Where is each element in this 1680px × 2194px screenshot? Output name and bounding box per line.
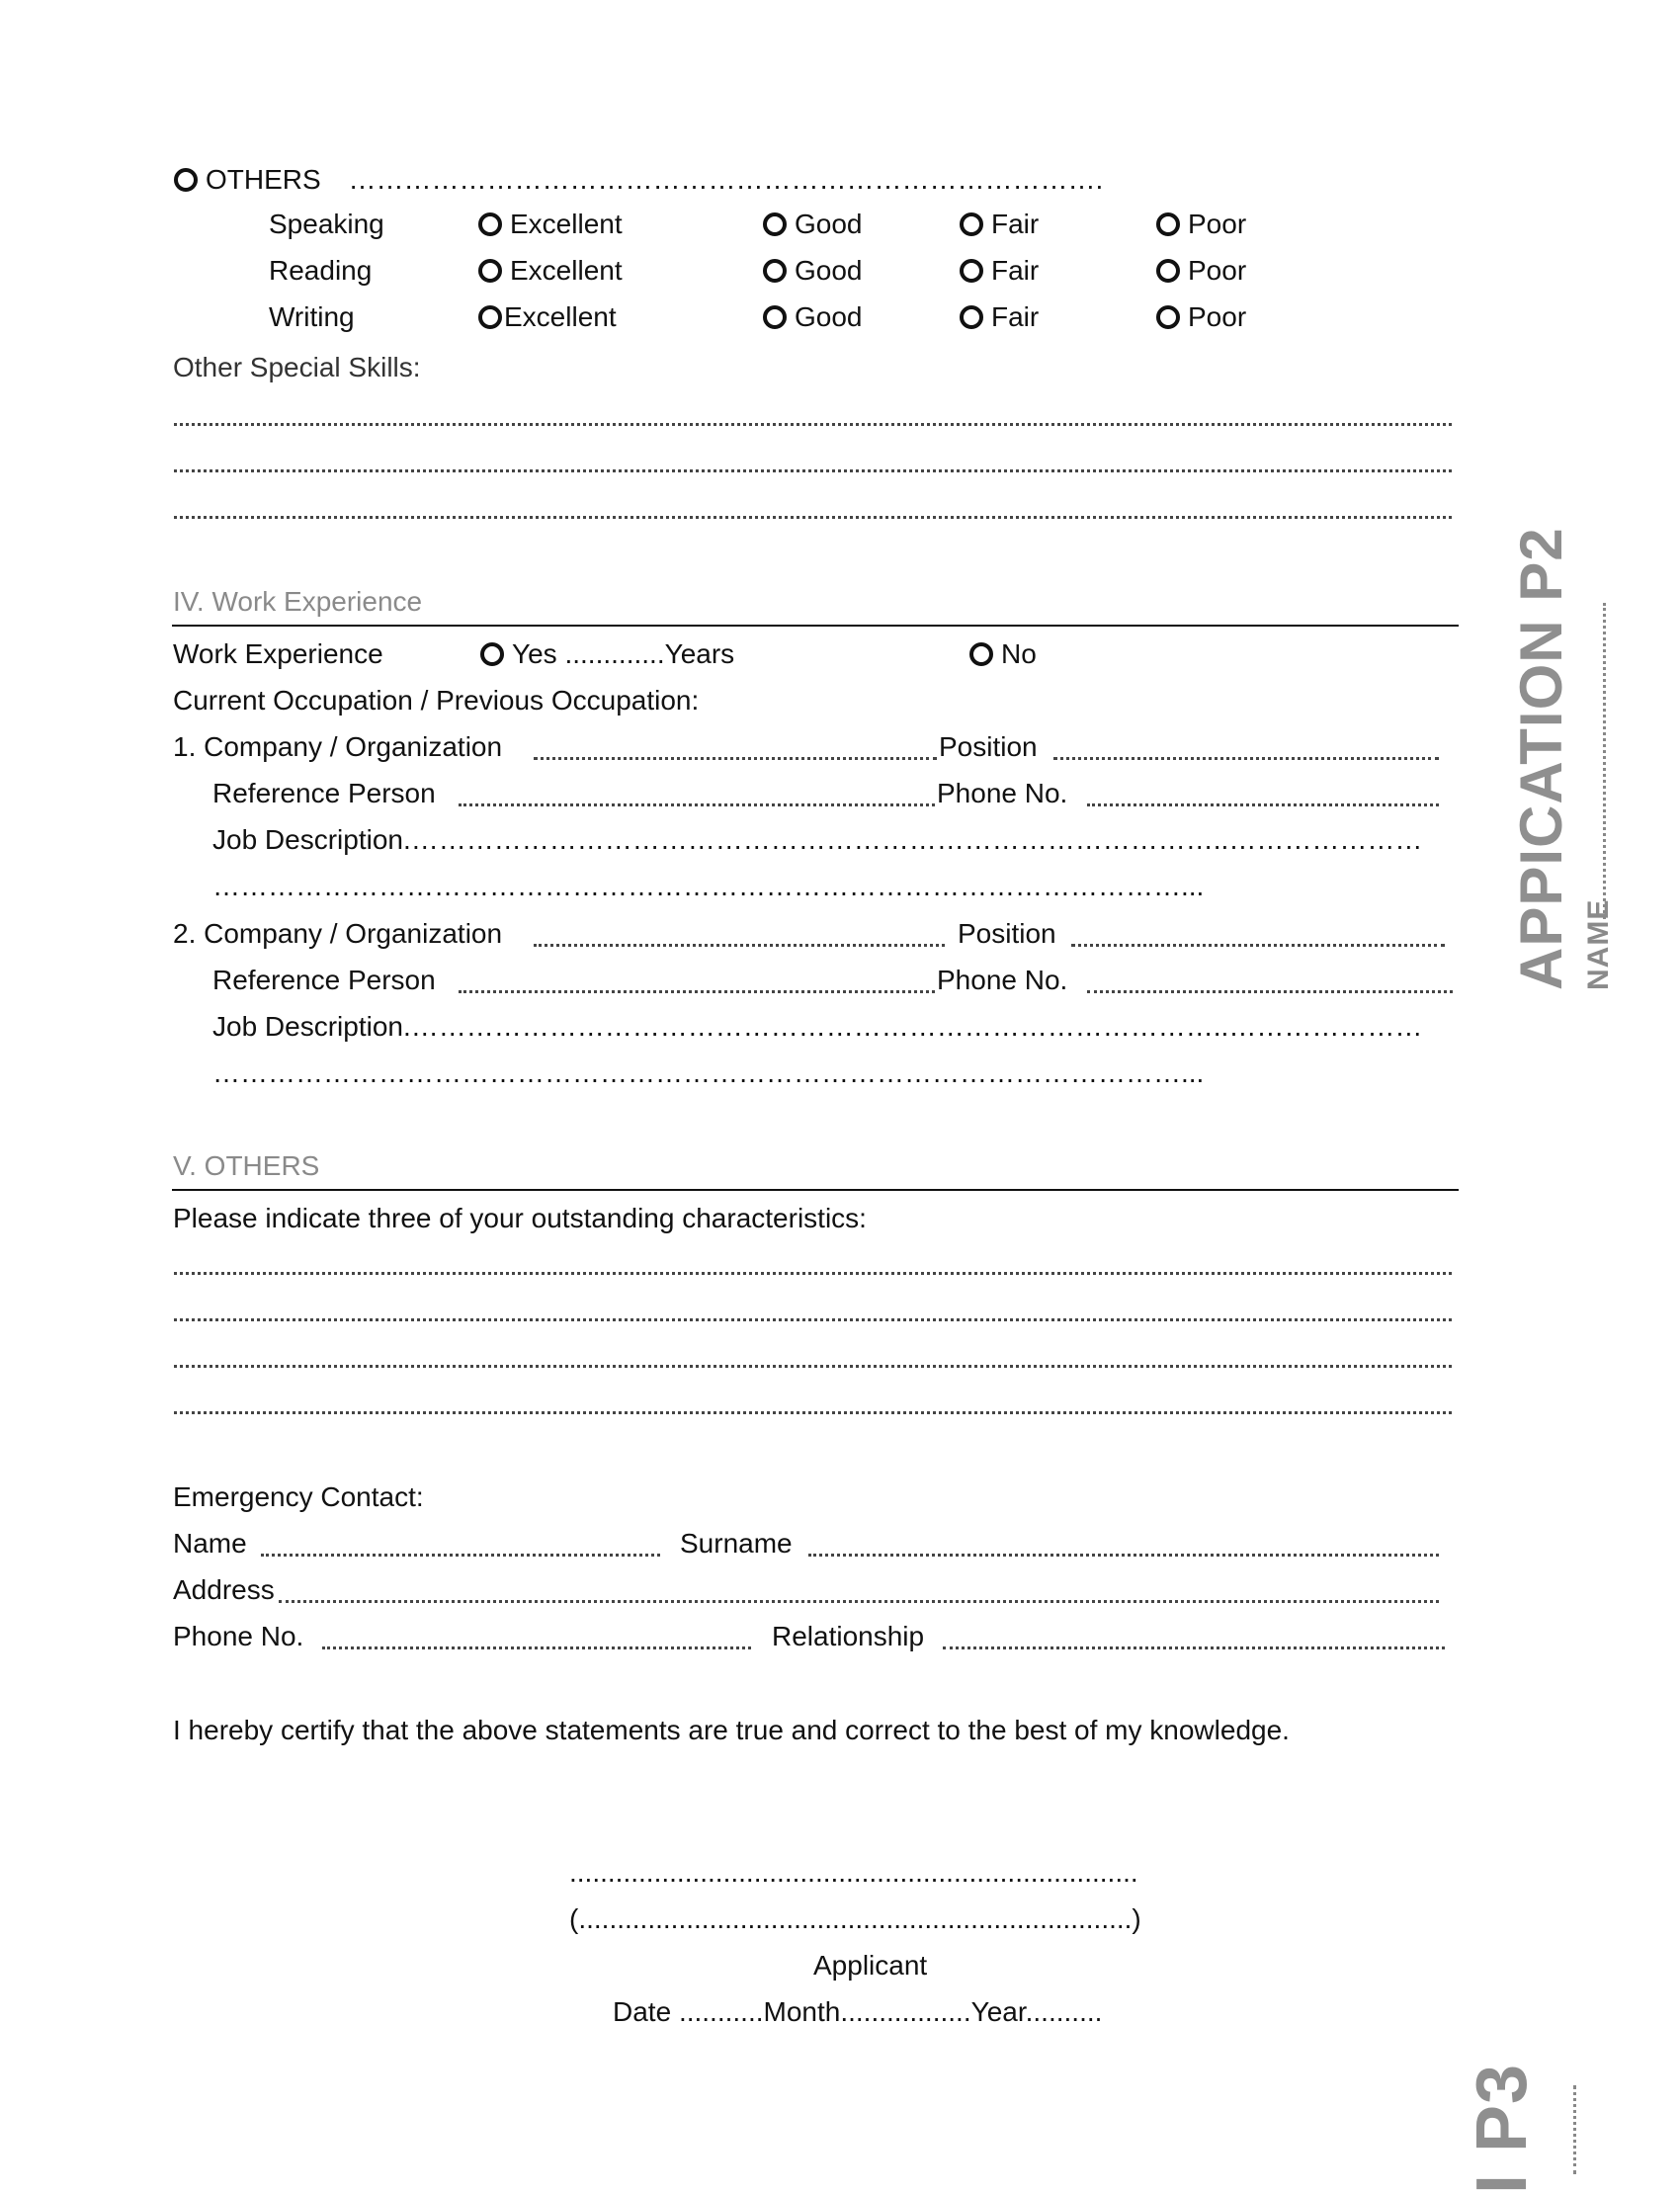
reading-fair-option[interactable]: Fair xyxy=(960,254,1039,288)
radio-others-language[interactable] xyxy=(174,168,198,192)
radio-icon[interactable] xyxy=(478,305,502,329)
job-description-2-label: Job Description.……………………………………………………………………………..………………… xyxy=(212,1011,1423,1042)
section-title-others: V. OTHERS xyxy=(173,1150,320,1181)
emergency-name-field[interactable] xyxy=(261,1554,660,1557)
reference-1-field[interactable] xyxy=(459,803,935,806)
characteristics-label: Please indicate three of your outstanding characteristics: xyxy=(173,1203,867,1233)
characteristics-line-4[interactable] xyxy=(174,1411,1452,1414)
skill-label-writing: Writing xyxy=(269,301,355,332)
company-1-field[interactable] xyxy=(534,757,937,760)
radio-icon[interactable] xyxy=(480,642,504,666)
signature-line[interactable]: .......................................................................... xyxy=(569,1857,1138,1888)
radio-icon[interactable] xyxy=(1156,305,1180,329)
section-title-work-experience: IV. Work Experience xyxy=(173,586,423,617)
section-divider xyxy=(172,625,1459,627)
speaking-excellent-option[interactable]: Excellent xyxy=(478,208,623,241)
speaking-good-option[interactable]: Good xyxy=(763,208,863,241)
emergency-contact-title: Emergency Contact: xyxy=(173,1481,424,1512)
radio-icon[interactable] xyxy=(960,259,983,283)
position-2-field[interactable] xyxy=(1071,944,1445,947)
others-language-field[interactable]: ………………………………………………………………………. xyxy=(348,164,1104,195)
side-tab-name-label: NAME xyxy=(1582,898,1615,990)
work-experience-label: Work Experience xyxy=(173,638,383,669)
section-divider xyxy=(172,1189,1459,1191)
emergency-surname-label: Surname xyxy=(680,1528,793,1559)
position-2-label: Position xyxy=(958,918,1056,949)
radio-icon[interactable] xyxy=(1156,212,1180,236)
speaking-fair-option[interactable]: Fair xyxy=(960,208,1039,241)
characteristics-line-2[interactable] xyxy=(174,1318,1452,1321)
month-field[interactable]: ................. xyxy=(840,1996,971,2027)
company-2-label: 2. Company / Organization xyxy=(173,918,503,949)
emergency-relationship-label: Relationship xyxy=(772,1621,925,1651)
job-description-2-field[interactable]: ……………………………………………………………………………..………………… xyxy=(410,1011,1423,1042)
special-skills-label: Other Special Skills: xyxy=(173,352,421,382)
reading-poor-option[interactable]: Poor xyxy=(1156,254,1246,288)
reference-1-label: Reference Person xyxy=(212,778,436,808)
emergency-address-field[interactable] xyxy=(279,1600,1439,1603)
side-tab-p3-title: I P3 xyxy=(1463,2063,1542,2194)
reference-2-label: Reference Person xyxy=(212,965,436,995)
phone-1-label: Phone No. xyxy=(937,778,1068,808)
date-field[interactable]: ........... xyxy=(678,1996,764,2027)
radio-icon[interactable] xyxy=(969,642,993,666)
skill-label-reading: Reading xyxy=(269,255,373,286)
years-field[interactable]: ............. xyxy=(564,638,665,669)
radio-icon[interactable] xyxy=(1156,259,1180,283)
year-label: Year xyxy=(970,1996,1026,2027)
radio-icon[interactable] xyxy=(478,212,502,236)
speaking-poor-option[interactable]: Poor xyxy=(1156,208,1246,241)
phone-2-label: Phone No. xyxy=(937,965,1068,995)
reading-excellent-option[interactable]: Excellent xyxy=(478,254,623,288)
radio-icon[interactable] xyxy=(763,259,787,283)
radio-icon[interactable] xyxy=(478,259,502,283)
company-2-field[interactable] xyxy=(534,944,945,947)
others-language-row xyxy=(174,163,1103,197)
special-skills-line-2[interactable] xyxy=(174,469,1452,472)
company-1-label: 1. Company / Organization xyxy=(173,731,503,762)
special-skills-line-1[interactable] xyxy=(174,423,1452,426)
signature-date-row xyxy=(613,1995,1102,2029)
characteristics-line-3[interactable] xyxy=(174,1365,1452,1368)
work-experience-no-option[interactable]: No xyxy=(969,637,1037,671)
year-field[interactable]: .......... xyxy=(1025,1996,1103,2027)
emergency-phone-field[interactable] xyxy=(322,1646,751,1649)
job-description-1-field[interactable]: ……………………………………………………………………………..………………… xyxy=(410,824,1423,855)
job-description-2-field-2[interactable]: ……………………………………………………………………………………………... xyxy=(212,1057,1205,1088)
month-label: Month xyxy=(763,1996,841,2027)
special-skills-line-3[interactable] xyxy=(174,516,1452,519)
work-experience-yes-option[interactable]: Yes .............Years xyxy=(480,637,734,671)
position-1-label: Position xyxy=(939,731,1038,762)
writing-fair-option[interactable]: Fair xyxy=(960,300,1039,334)
applicant-label: Applicant xyxy=(813,1950,928,1981)
printed-name-line[interactable]: (........................................................................) xyxy=(569,1903,1141,1934)
emergency-address-label: Address xyxy=(173,1574,275,1605)
radio-icon[interactable] xyxy=(763,212,787,236)
writing-excellent-option[interactable]: Excellent xyxy=(478,300,617,334)
reference-2-field[interactable] xyxy=(459,990,935,993)
emergency-relationship-field[interactable] xyxy=(943,1646,1445,1649)
certification-statement: I hereby certify that the above statements are true and correct to the best of my knowledge. xyxy=(173,1715,1290,1745)
emergency-surname-field[interactable] xyxy=(808,1554,1439,1557)
emergency-name-label: Name xyxy=(173,1528,247,1559)
emergency-phone-label: Phone No. xyxy=(173,1621,304,1651)
years-label: Years xyxy=(664,638,735,669)
side-tab-title: APPICATION P2 xyxy=(1508,527,1574,990)
characteristics-line-1[interactable] xyxy=(174,1272,1452,1275)
side-tab-name-field[interactable] xyxy=(1603,603,1606,919)
position-1-field[interactable] xyxy=(1053,757,1439,760)
writing-good-option[interactable]: Good xyxy=(763,300,863,334)
phone-2-field[interactable] xyxy=(1087,990,1453,993)
radio-icon[interactable] xyxy=(763,305,787,329)
skill-label-speaking: Speaking xyxy=(269,209,384,239)
job-description-1-label: Job Description.……………………………………………………………………………..………………… xyxy=(212,824,1423,855)
occupation-label: Current Occupation / Previous Occupation: xyxy=(173,685,700,716)
reading-good-option[interactable]: Good xyxy=(763,254,863,288)
date-label: Date xyxy=(613,1996,672,2027)
writing-poor-option[interactable]: Poor xyxy=(1156,300,1246,334)
side-tab-p3-name-field xyxy=(1573,2085,1576,2174)
job-description-1-field-2[interactable]: ……………………………………………………………………………………………... xyxy=(212,871,1205,901)
phone-1-field[interactable] xyxy=(1087,803,1439,806)
others-language-label: OTHERS xyxy=(206,164,321,195)
radio-icon[interactable] xyxy=(960,305,983,329)
radio-icon[interactable] xyxy=(960,212,983,236)
